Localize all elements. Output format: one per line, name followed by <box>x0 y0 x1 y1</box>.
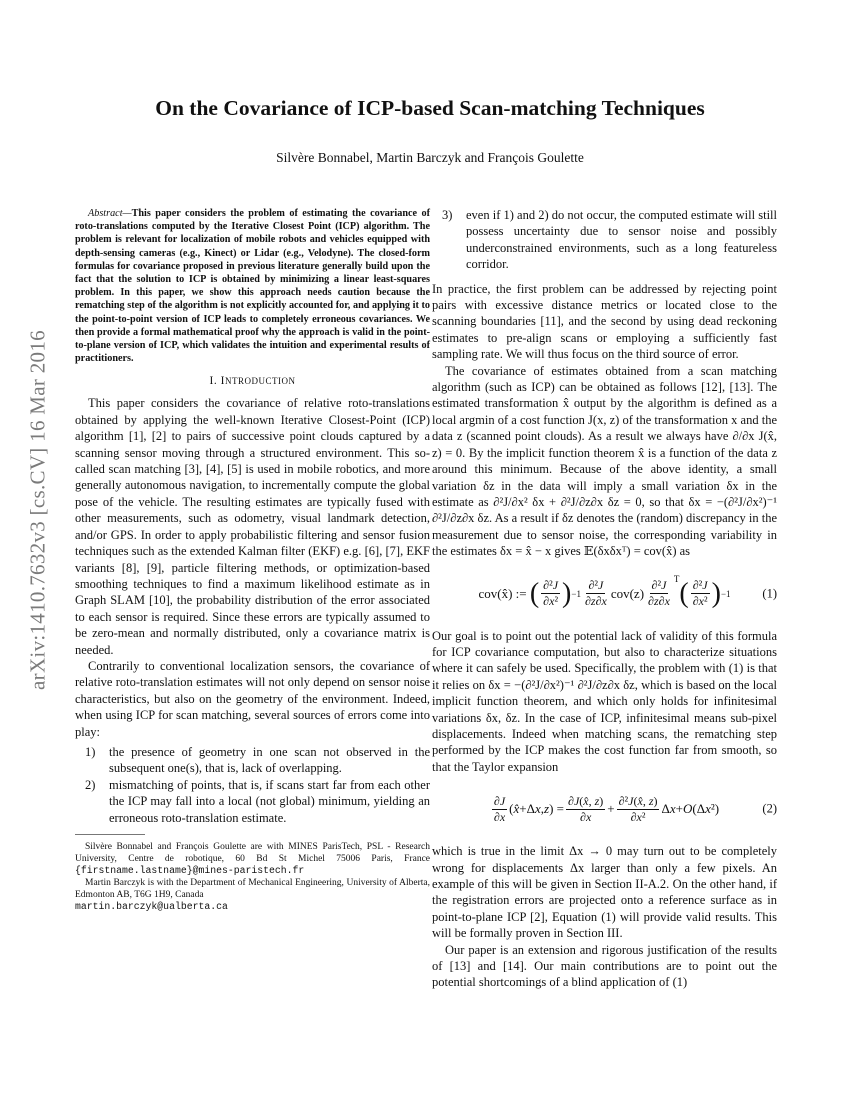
list-item-number: 2) <box>85 777 96 792</box>
list-item-text: the presence of geometry in one scan not observed in the subsequent one(s), that is, lack of overlapping. <box>109 744 430 776</box>
list-item-text: mismatching of points, that is, if scans start far from each other the ICP may fall into a local (not global) minimum, yielding an erroneous roto-translation estimate. <box>109 777 430 825</box>
equation-1-number: (1) <box>762 586 777 601</box>
equation-1-cov: cov(z) <box>610 585 645 601</box>
paper-authors: Silvère Bonnabel, Martin Barczyk and François Goulette <box>276 150 584 165</box>
list-item <box>75 744 430 777</box>
list-item-text: even if 1) and 2) do not occur, the computed estimate will still possess uncertainty due to sensor noise and possibly underconstrained environments, such as a long featureless corridor. <box>466 208 777 272</box>
arxiv-identifier-text: arXiv:1410.7632v3 [cs.CV] 16 Mar 2016 <box>25 330 50 690</box>
section-title-initial: I <box>220 375 225 388</box>
equation-1: cov(x̂) := ( $\frac{\text{∂²J}}{\text{∂x²}}$ ) −1 $\frac{\text{∂²J}}{\partial z\partial x}$ cov(z) $\frac{\text{∂²J}}{\partial z\partial x}$ $^T$ ( $\frac{\text{∂²J}}{\text{∂x²}}$ ) −1 (1) <box>478 573 777 609</box>
list-item <box>432 207 777 273</box>
right-paragraph-3: Our goal is to point out the potential lack of validity of this formula for ICP covariance computation, but also to characterize situations where it can safely be used. Specifically, the problem with (1) is that it relies on δx = −(∂²J/∂x²)⁻¹ ∂²J/∂z∂x δz, which is based on the local implicit function theorem, and which only holds for infinitesimal variations δx, δz. In the case of ICP, infinitesimal means sub-pixel displacements. Indeed when matching scans, the rematching step performed by the ICP makes the cost function far from smooth, so that the Taylor expansion <box>432 628 777 774</box>
right-paragraph-4: which is true in the limit Δx → 0 may turn out to be completely wrong for displacements Δx larger than only a few pixels. An example of this will be given in Section II-A.2. On the other hand, if the registration errors are projected onto a reference surface as in point-to-plane ICP [2], Equation (1) will provide valid results. This will be formally proven in Section III. <box>432 844 777 941</box>
right-paragraph-5: Our paper is an extension and rigorous justification of the results of [13] and [14]. Our main contributions are to point out the potential shortcomings of a blind application of (1) <box>432 942 777 990</box>
right-column <box>432 207 777 991</box>
abstract-text: This paper considers the problem of estimating the covariance of roto-translations computed by the Iterative Closest Point (ICP) algorithm. The problem is relevant for localization of mobile robots and vehicles equipped with depth-sensing cameras (e.g., Kinect) or Lidar (e.g., Velodyne). The closed-form formulas for covariance proposed in previous literature generally build upon the fact that the solution to ICP is obtained by minimizing a linear least-squares problem. In this paper, we show this approach needs caution because the rematching step of the algorithm is not explicitly accounted for, and applying it to the point-to-point version of ICP leads to completely erroneous covariances. We then provide a formal mathematical proof why the approach is valid in the point-to-plane version of ICP, which validates the intuition and experimental results of practitioners. <box>75 208 430 365</box>
footnote-1-text: Silvère Bonnabel and François Goulette are with MINES ParisTech, PSL - Research University, Centre de robotique, 60 Bd St Michel 75006 Paris, France <box>75 842 430 864</box>
list-item-number: 3) <box>442 208 453 222</box>
footnote-divider <box>75 834 145 835</box>
section-number: I. <box>209 375 218 388</box>
equation-1-lhs: cov(x̂) := <box>478 585 527 601</box>
right-paragraph-1: In practice, the first problem can be addressed by rejecting point pairs with excessive distance metrics or located close to the scanning boundaries [11], and the second by using dead reckoning estimates to pre-align scans or employing a sufficiently fast sampling rate. We will thus focus on the third source of error. <box>432 281 777 362</box>
error-sources-list-continued <box>432 207 777 273</box>
intro-paragraph-1: This paper considers the covariance of relative roto-translations obtained by applying the well-known Iterative Closest-Point (ICP) algorithm [1], [2] to pairs of successive point clouds captured by a scanning sensor moving through a structured environment. This so-called scan matching [3], [4], [5] is used in mobile robotics, and more generally autonomous navigation, to incrementally compute the global pose of the vehicle. The resulting estimates are typically fused with other measurements, such as odometry, visual landmark detection, and/or GPS. In order to apply probabilistic filtering and sensor fusion techniques such as the extended Kalman filter (EKF) e.g. [6], [7], EKF variants [8], [9], particle filtering methods, or optimization-based smoothing techniques to find a maximum likelihood estimate as in Graph SLAM [10], the probability distribution of the error associated to each sensor is required. Since these errors are typically assumed to be zero-mean and normally distributed, only a covariance matrix is needed. <box>75 396 430 657</box>
section-title-rest: NTRODUCTION <box>224 376 296 387</box>
footnote-affiliation-2 <box>75 877 430 913</box>
equation-2-number: (2) <box>762 801 777 816</box>
arxiv-identifier <box>8 280 68 740</box>
list-item-number: 1) <box>85 744 96 759</box>
intro-paragraph-2: Contrarily to conventional localization sensors, the covariance of relative roto-translation estimates will not only depend on sensor noise characteristics, but also on the geometry of the environment. Indeed, when using ICP for scan matching, several sources of errors come into play: <box>75 658 430 739</box>
section-heading-introduction <box>75 375 430 387</box>
footnote-2-email: martin.barczyk@ualberta.ca <box>75 901 228 912</box>
equation-2: $\frac{\partial J}{\partial x}$ ( x̂ +Δ x , z ) = $\frac{\partial J(x̂, z)}{\partial x}$ + $\frac{\text{∂²J(x̂, z)}}{\text{∂x²}}$ Δ x + O (Δ x ²) (2) <box>493 793 777 824</box>
abstract <box>75 207 430 365</box>
error-sources-list <box>75 744 430 826</box>
list-item <box>75 777 430 826</box>
abstract-label: Abstract— <box>88 208 132 219</box>
right-paragraph-2: The covariance of estimates obtained from a scan matching algorithm (such as ICP) can be obtained as follows [12], [13]. The estimated transformation x̂ output by the algorithm is defined as a local argmin of a cost function J(x, z) of the transformation x and the data z (scanned point clouds). As a result we always have ∂/∂x J(x̂, z) = 0. By the implicit function theorem x̂ is a function of the data z around this minimum. Because of the above identity, a small variation δz in the data will imply a small variation δx in the estimate as ∂²J/∂x² δx + ∂²J/∂z∂x δz = 0, so that δx = −(∂²J/∂x²)⁻¹ ∂²J/∂z∂x δz. As a result if δz denotes the (random) discrepancy in the measurement due to sensor noise, the corresponding variability in the estimates δx = x̂ − x gives 𝔼(δxδxᵀ) = cov(x̂) as <box>432 363 777 559</box>
footnote-1-email: {firstname.lastname}@mines-paristech.fr <box>75 865 305 876</box>
left-column <box>75 207 430 913</box>
footnote-2-text: Martin Barczyk is with the Department of Mechanical Engineering, University of Alberta, Edmonton AB, T6G 1H9, Canada <box>75 878 430 900</box>
paper-title: On the Covariance of ICP-based Scan-matching Techniques <box>155 96 705 120</box>
footnote-affiliation-1 <box>75 841 430 877</box>
